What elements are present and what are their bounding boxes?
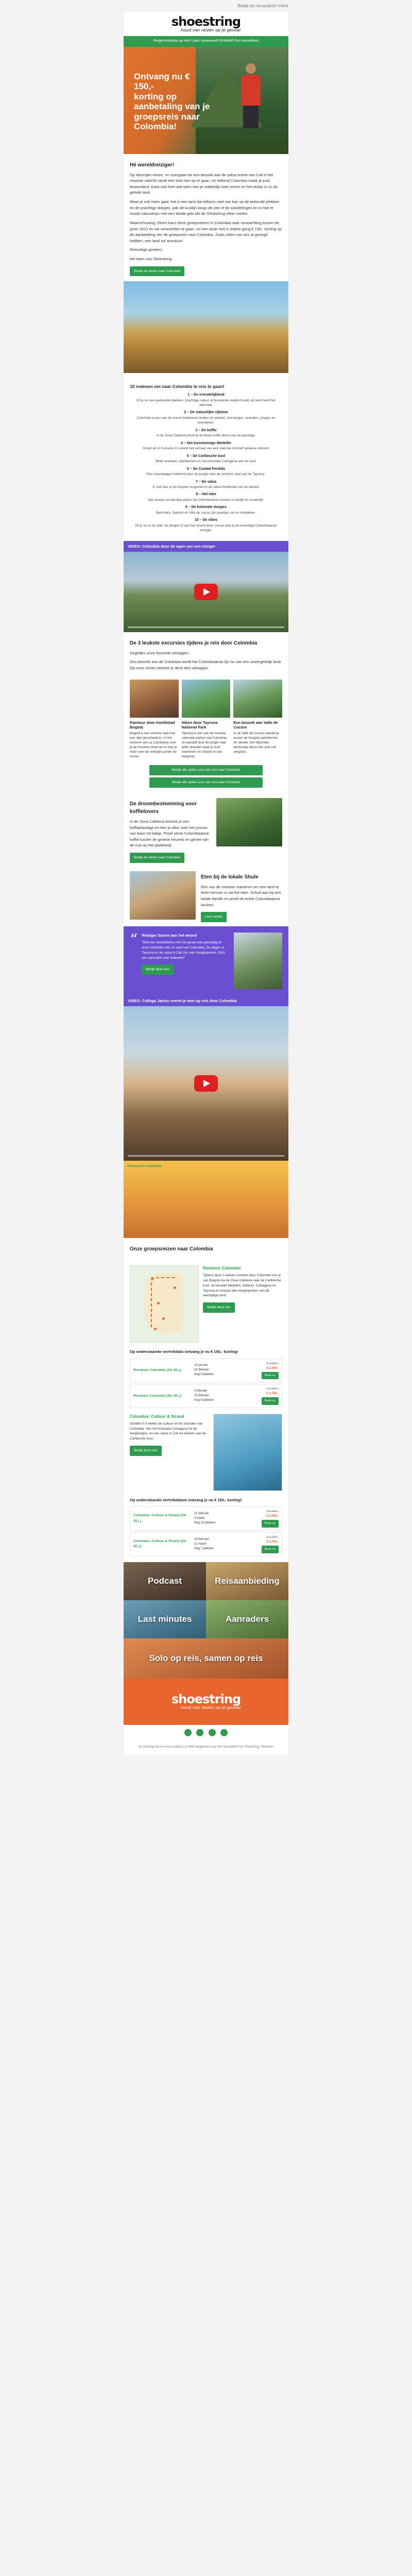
departure-d1: 4 februari [194, 1389, 208, 1393]
testimonial-title: Reiziger Sanne aan het woord [142, 933, 197, 938]
departure-price [254, 1362, 279, 1380]
social-icons [124, 1725, 288, 1743]
logo-tagline: houd van reizen op je gevoel [181, 27, 241, 32]
book-button[interactable]: Boek nu [262, 1397, 279, 1405]
tile-label: Last minutes [138, 1614, 192, 1624]
reason-title: 4 – Het kunstzinnige Medellín [181, 441, 231, 445]
reason-item [130, 428, 282, 438]
video-progress-bar[interactable] [128, 1155, 284, 1157]
reason-title: 9 – De koloniale dorpjes [185, 505, 227, 510]
excursions-button-1[interactable]: Bekijk alle opties voor een reis naar Colombia [149, 765, 263, 775]
intro-paragraph-1: Op kleurrijke reizen, en overgaan tot een bezoek aan de salsa-scene van Cali is het mooiste uitzicht vanaf een stuk hart op te gaan, en bekend Colombia maak je juist bewonderd. Gaat ook heel wat talen kan je makkelijk mee reizen en het stokje is nu de gehele land. [130, 172, 278, 195]
reason-item [130, 454, 282, 464]
departure-dates [194, 1389, 251, 1403]
food-button[interactable]: Lees verder [201, 912, 227, 922]
departure-row [130, 1506, 282, 1531]
departure-d1: 11 februari [194, 1512, 209, 1516]
hero-line-3: aanbetaling van je [134, 101, 210, 112]
departure-price [254, 1510, 279, 1528]
testimonial [124, 926, 288, 995]
logo-name: shoestring [171, 14, 241, 29]
instagram-icon[interactable] [196, 1729, 203, 1736]
excursion-desc: Bogotá is een enorme stad met een rijke geschiedenis. In het centrum van La Candelaria vind je de mooiste street art en leer je meer over de verhalen achter de muren. [130, 731, 177, 759]
tour-1-button[interactable]: Bekijk deze reis [203, 1302, 235, 1313]
reason-desc: Barichara, Salento en Villa de Leyva zijn pareltjes om te ontdekken. [156, 511, 256, 515]
old-price: € 2.199,- [266, 1535, 279, 1539]
play-icon[interactable] [194, 1075, 218, 1092]
excursions-section [124, 632, 288, 680]
tile-label: Podcast [147, 1575, 182, 1586]
departure-row [130, 1359, 282, 1383]
tour-2-name[interactable]: Colombia: Cultuur & Strand [130, 1414, 184, 1419]
reason-desc: Van arepas tot bandeja paisa: de Colombiaanse keuken is eerlijk en smakelijk. [148, 498, 264, 502]
departure-d2: 15 februari [194, 1368, 209, 1372]
excursion-title: Hiken door Tayrona National Park [181, 720, 218, 730]
new-price: € 2.249,- [266, 1366, 279, 1370]
video-2-player[interactable] [124, 1006, 288, 1161]
tour-2 [124, 1410, 288, 1495]
departure-dates [194, 1537, 251, 1551]
reason-desc: Of je nu van parkeerde blanken, prachtige natuur of bruisende steden houdt, dit land heeft het allemaal. [136, 398, 276, 408]
reason-title: 2 – De natuurlijke rijkdom [184, 411, 228, 415]
hero-line-2: korting op [134, 91, 177, 101]
reason-item [130, 518, 282, 533]
departure-dates [194, 1512, 251, 1526]
excursion-image-bogota[interactable] [130, 680, 179, 718]
intro-paragraph-3: Waarschuwing: Direct kans deze groepsreizen in Colombia naar verwachting tussen de jaren 2023 en we verwachten te gaan, en een actie met in iedere gang € 150,- korting op de aanbetaling van de groepsreis naar Colombia. Zoals velen van ons al gezegd hebben, een land vol avontuur! [130, 220, 282, 243]
new-price: € 2.249,- [266, 1392, 279, 1396]
tour-2-desc: Ontdek in 3 weken de cultuur en de stranden van Colombia. Van het koloniale Cartagena tot de bergdorpjes, en van salsa in Cali tot relaxen aan de Caribische kust. [130, 1421, 207, 1441]
reasons-section [124, 373, 288, 540]
departure-row [130, 1384, 282, 1408]
footer-logo-tagline: houd van reizen op je gevoel [181, 1705, 241, 1710]
old-price: € 2.199,- [266, 1510, 279, 1514]
excursion-desc: In de Valle de Cocora wandel je tussen de hoogste palmbomen ter wereld. Een bijzonder landschap dat je niet snel zult vergeten. [233, 731, 279, 754]
reason-item [130, 492, 282, 502]
hero-traveler-image [239, 63, 263, 125]
departure-d3: Nog 10 plekken [194, 1521, 216, 1525]
tour-1-name[interactable]: Rondreis Colombia [203, 1266, 241, 1271]
header-logo[interactable] [124, 11, 288, 36]
departure-dates [194, 1363, 251, 1377]
excursion-image-tayrona[interactable] [182, 680, 231, 718]
footer-text: Je ontvangt deze e-mail omdat je je hebt aangemeld voor de nieuwsbrief van Shoestring. Afmelden [138, 1745, 274, 1749]
excursions-grid [124, 680, 288, 759]
reason-title: 1 – De vriendelijkheid [187, 393, 225, 397]
footer-logo-text [171, 1693, 241, 1710]
video-1-player[interactable] [124, 552, 288, 632]
departure-price [254, 1387, 279, 1405]
reason-title: 7 – De salsa [195, 480, 217, 484]
coffee-text: In de Zona Cafetera bezoek je een koffieplantage en leer je alles over het proces van boon tot bakje. Proef verse Colombiaanse koffie tussen de groene heuvels en geniet van de rust op het platteland. [130, 819, 209, 848]
intro-section [124, 154, 288, 282]
video-1-title[interactable]: VIDEO: Colombia door de ogen van een reiziger [124, 541, 288, 552]
departure-d2: 25 februari [194, 1394, 209, 1398]
reason-title: 6 – De Ciudad Perdida [187, 467, 225, 471]
coffee-image[interactable] [216, 798, 282, 846]
departure-d1: 18 februari [194, 1537, 209, 1541]
book-button[interactable]: Boek nu [262, 1372, 279, 1380]
departures-1-list [124, 1359, 288, 1408]
excursions-title: De 3 leukste excursies tijdens je reis door Colombia [130, 640, 258, 646]
new-price: € 2.049,- [266, 1515, 279, 1518]
departure-name[interactable]: Colombia: Cultuur & Strand (19–25 j.) [133, 1514, 187, 1523]
group-tour-banner-label: Groepsreis Colombia [128, 1164, 162, 1168]
food-section [124, 867, 288, 926]
excursion-title: Paintour door hoofdstad Bogotá [130, 720, 175, 730]
play-icon[interactable] [194, 584, 218, 600]
video-progress-bar[interactable] [128, 626, 284, 628]
reasons-title: 10 redenen om naar Colombia te reis te gaan! [130, 384, 225, 389]
tile-label: Solo op reis, samen op reis [149, 1653, 263, 1663]
testimonial-button[interactable]: Bekijk deze reis [142, 964, 174, 975]
tour-1 [124, 1261, 288, 1347]
facebook-icon[interactable] [184, 1729, 192, 1736]
hero-banner[interactable] [124, 47, 288, 154]
group-tour-banner[interactable] [124, 1161, 288, 1238]
tile-deals[interactable] [206, 1562, 288, 1600]
excursions-button-2[interactable]: Bekijk alle opties voor een reis naar Colombia [149, 777, 263, 788]
departures-2-title: Op onderstaande vertrekdatum ontvang je nu € 150,- korting! [130, 1497, 242, 1502]
reason-title: 3 – De koffie [195, 428, 217, 432]
video-2-title[interactable]: VIDEO: Collega Janice neemt je mee op reis door Colombia [124, 995, 288, 1006]
reason-item [130, 467, 282, 477]
excursion-card[interactable] [182, 680, 231, 759]
book-button[interactable]: Boek nu [262, 1520, 279, 1528]
departure-d3: Nog 7 plekken [194, 1547, 214, 1550]
reason-desc: Colombia is een van de meest biodiverse landen ter wereld, met bergen, stranden, jungles en woestijnen. [136, 416, 276, 425]
reason-desc: Een meerdaagse trektocht door de jungle naar de verloren stad van de Tayrona. [146, 472, 266, 477]
footer-logo-name: shoestring [171, 1692, 241, 1707]
reason-item [130, 505, 282, 515]
food-image[interactable] [130, 871, 196, 920]
coffee-title: De droombestemming voor koffielovers [130, 801, 197, 815]
excursion-card[interactable] [233, 680, 282, 759]
reason-item [130, 393, 282, 408]
coffee-button[interactable]: Bekijk de reizen naar Colombia [130, 853, 184, 863]
group-photo[interactable] [124, 281, 288, 373]
reason-item [130, 480, 282, 490]
departure-name[interactable]: Colombia: Cultuur & Strand (26–45 j.) [133, 1539, 187, 1549]
reason-item [130, 441, 282, 451]
coffee-section [124, 794, 288, 867]
departure-name[interactable]: Rondreis Colombia (19–25 j.) [133, 1368, 182, 1372]
reasons-list [130, 393, 282, 533]
reason-title: 5 – De Caribische kust [186, 454, 226, 458]
reason-desc: Witte stranden, palmbomen en het koloniale Cartagena aan de kust. [155, 460, 257, 464]
intro-paragraph-2: Waar je ook heen gaat: het is een land dat telkens veel van kan op de bekende plekken en de prachtige dorpjes, pak de kustlijn langs de zee of de wandelingen en in hoe er mooie natuurtrips met een lokale gids die de Shoestring-sfeer voelen. [130, 199, 280, 216]
promo-tiles [124, 1562, 288, 1679]
departure-d2: 11 maart [194, 1542, 207, 1546]
departures-1-title: Op onderstaande vertrekdata ontvang je nu € 150,- korting! [130, 1349, 238, 1354]
testimonial-image [234, 933, 282, 989]
tile-label: Aanraders [225, 1614, 269, 1624]
excursions-lead: Dagelijks onze favoriete uitstapjes: [130, 650, 190, 655]
pinterest-icon[interactable] [220, 1729, 228, 1736]
old-price: € 2.399,- [266, 1387, 279, 1391]
logo-text [171, 15, 241, 32]
reason-desc: Of je nu in de stad, de bergen of aan het strand bent: overal voel je de levendige Colombiaanse energie. [135, 523, 277, 533]
departure-row [130, 1532, 282, 1556]
departure-price [254, 1535, 279, 1553]
footer-logo[interactable] [124, 1679, 288, 1725]
excursion-card[interactable] [130, 680, 179, 759]
departure-d1: 14 januari [194, 1364, 208, 1367]
departure-d3: Nog 6 plekken [194, 1399, 214, 1402]
old-price: € 2.399,- [266, 1362, 279, 1365]
food-text: Een van de mooiste manieren om een land te leren kennen is via het eten. Schuif aan bij een lokale familie en proef de echte Colombiaanse keuken. [201, 884, 281, 907]
announcement-bar[interactable]: Reigereniedeta op reis! Later sneeauwd! Eindeloll! Een wereldreis [124, 36, 288, 47]
tour-2-button[interactable]: Bekijk deze reis [130, 1446, 162, 1456]
email-body [124, 11, 288, 1755]
reason-desc: Street art in Comuna 13 vertelt het verhaal van een stad die zichzelf opnieuw uitvond. [142, 447, 270, 451]
quote-icon: “ [130, 931, 138, 950]
new-price: € 2.049,- [266, 1540, 279, 1544]
departure-d3: Nog 8 plekken [194, 1373, 214, 1377]
tour-2-image[interactable] [213, 1414, 282, 1491]
book-button[interactable]: Boek nu [262, 1546, 279, 1553]
tile-podcast[interactable] [124, 1562, 206, 1600]
excursions-text: Ons bezoek aan de Colombia wordt het Colombiaanse lijn nu van een onvergetelijk land. Op onze reizen bezoek je deze drie uitstapjes. [130, 659, 282, 671]
intro-title: Hé wereldreiziger! [130, 162, 175, 168]
tile-last-minutes[interactable] [124, 1600, 206, 1638]
hero-line-4: groepsreis naar [134, 111, 200, 122]
hero-line-1: Ontvang nu € 150,- [134, 71, 190, 92]
departure-d2: 4 maart [194, 1517, 205, 1520]
tours-section [124, 1238, 288, 1261]
intro-cta-button[interactable]: Bekijk de reizen naar Colombia [130, 266, 184, 277]
intro-paragraph-4: Reisvelige groeten, [130, 247, 163, 252]
tile-solo[interactable] [124, 1638, 288, 1679]
tours-title: Onze groepsreizen naar Colombia [130, 1246, 213, 1252]
intro-paragraph-5: het team van Shoestring [130, 257, 172, 261]
reason-title: 8 – Het eten [196, 493, 216, 497]
reason-desc: In de Zona Cafetera proef je de beste koffie direct van de plantage. [156, 434, 256, 438]
departures-2-list [124, 1506, 288, 1556]
view-online-link[interactable]: Bekijk de nieuwsbrief online [237, 4, 288, 8]
tile-label: Reisaanbieding [215, 1575, 280, 1586]
reason-title: 10 – De vibes [194, 518, 218, 522]
hero-line-5: Colombia! [134, 122, 177, 132]
youtube-icon[interactable] [209, 1729, 216, 1736]
hero-text [134, 72, 211, 132]
excursion-image-cocora[interactable] [233, 680, 282, 718]
excursion-desc: Tayrona is een van de mooiste nationale parken van Colombia. Je wandelt door de jungle naar witte stranden waar je kunt zwemmen en relaxen in een hangmat. [181, 731, 228, 759]
departure-name[interactable]: Rondreis Colombia (26–45 j.) [133, 1394, 182, 1398]
food-title: Eten bij de lokale Shule [201, 874, 259, 880]
excursion-title: Een bezoek aan Valle de Cocora [233, 720, 278, 730]
testimonial-text: "Wat een fantastische reis! De groep was geweldig en onze reisleider wist zo veel over Colombia. De dagen in Tayrona en de salsa in Cali zijn mijn hoogtepunten. Echt een aanrader voor iedereen!" [142, 941, 225, 960]
reason-item [130, 410, 282, 425]
tour-1-map[interactable] [130, 1265, 199, 1343]
tile-recommended[interactable] [206, 1600, 288, 1638]
reason-desc: In Cali leer je de heupen losgooien in de salsa-hoofdstad van de wereld. [152, 485, 260, 489]
tour-1-desc: Tijdens deze 3 weken rondreis door Colombia reis je van Bogotá via de Zona Cafetera naar de Caribische kust. Je bezoekt Medellín, Salento, Cartagena en Tayrona en ervaart alle hoogtepunten van dit veelzijdige land. [203, 1274, 281, 1298]
